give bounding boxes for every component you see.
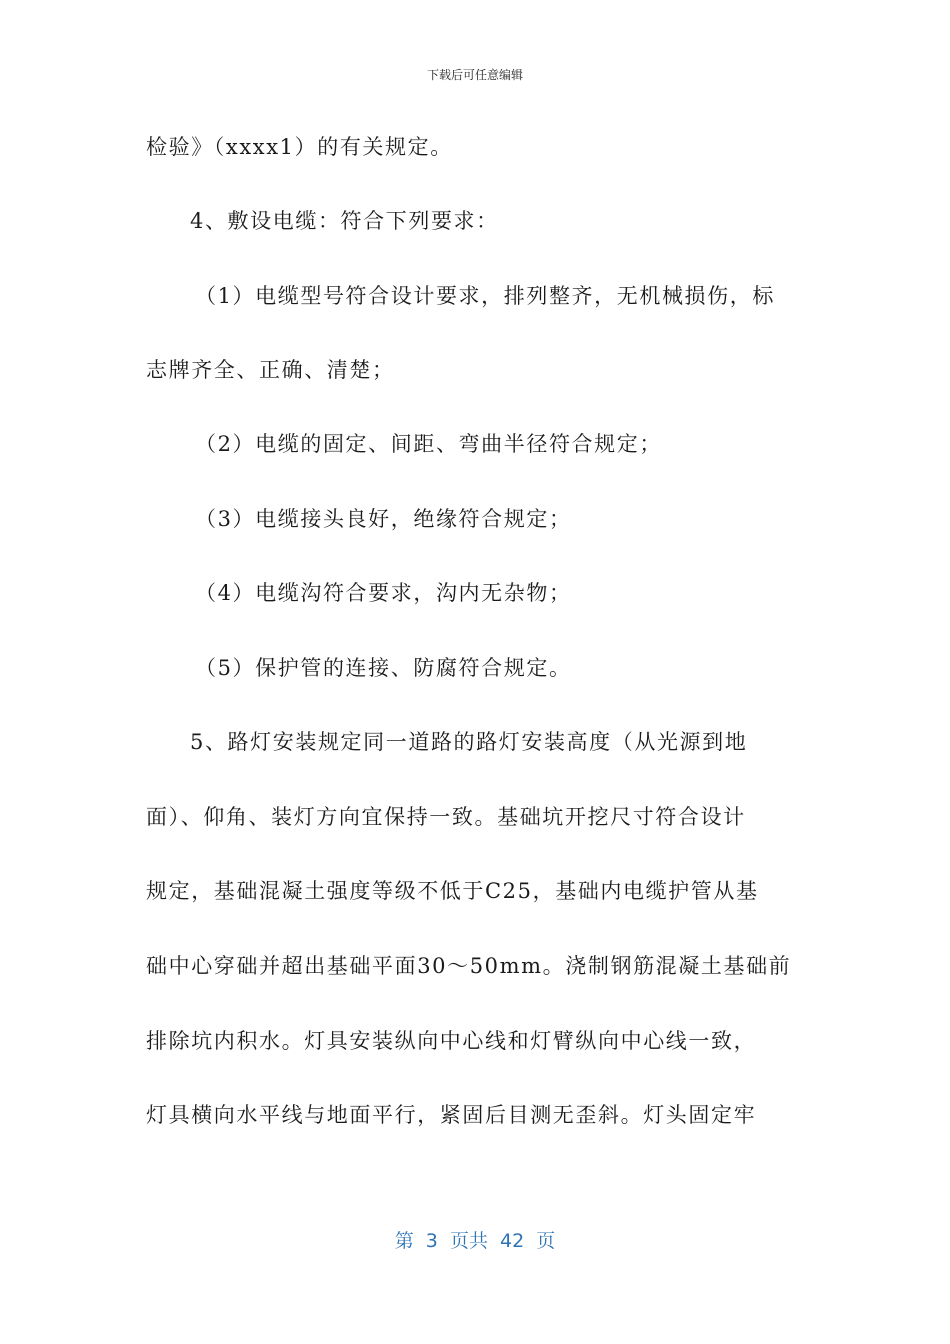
body-line: 检验》（xxxx1）的有关规定。 (146, 135, 453, 159)
body-line: 4、敷设电缆：符合下列要求： (190, 209, 499, 233)
body-line: （3）电缆接头良好，绝缘符合规定； (195, 507, 572, 531)
body-line: 排除坑内积水。灯具安装纵向中心线和灯臂纵向中心线一致， (146, 1029, 757, 1053)
body-line: （4）电缆沟符合要求，沟内无杂物； (195, 581, 572, 605)
page-header: 下载后可任意编辑 (426, 68, 523, 82)
page-number-footer: 第 3 页共 42 页 (394, 1230, 556, 1252)
body-line: 规定，基础混凝土强度等级不低于C25，基础内电缆护管从基 (146, 879, 759, 903)
body-line: 础中心穿础并超出基础平面30～50mm。浇制钢筋混凝土基础前 (146, 954, 792, 978)
body-line: 志牌齐全、正确、清楚； (146, 358, 395, 382)
body-line: （5）保护管的连接、防腐符合规定。 (195, 656, 572, 680)
body-line: 灯具横向水平线与地面平行，紧固后目测无歪斜。灯头固定牢 (146, 1103, 757, 1127)
body-line: （1）电缆型号符合设计要求，排列整齐，无机械损伤，标 (195, 284, 775, 308)
body-line: 面）、仰角、装灯方向宜保持一致。基础坑开挖尺寸符合设计 (146, 805, 746, 829)
body-line: （2）电缆的固定、间距、弯曲半径符合规定； (195, 432, 662, 456)
body-line: 5、路灯安装规定同一道路的路灯安装高度（从光源到地 (190, 730, 748, 754)
